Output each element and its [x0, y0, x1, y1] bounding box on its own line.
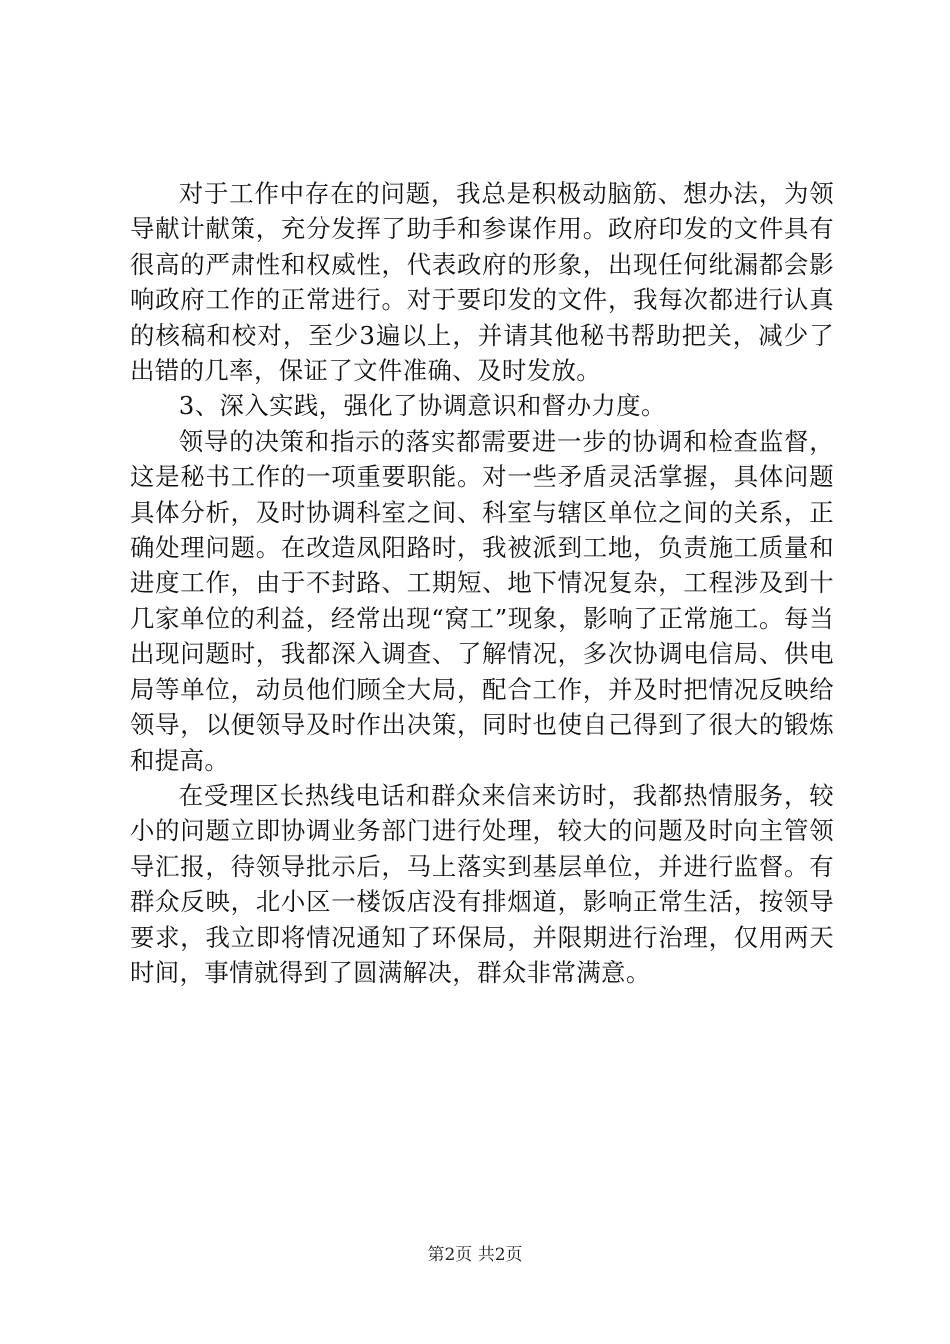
section-heading: 3、深入实践，强化了协调意识和督办力度。 [178, 391, 666, 421]
body-text [130, 176, 834, 990]
paragraph: 对于工作中存在的问题，我总是积极动脑筋、想办法，为领导献计献策，充分发挥了助手和参谋作用。政府印发的文件具有很高的严肃性和权威性，代表政府的形象，出现任何纰漏都会影响政府工作的正常进行。对于要印发的文件，我每次都进行认真的核稿和校对，至少3遍以上，并请其他秘书帮助把关，减少了出错的几率，保证了文件准确、及时发放。 [130, 179, 834, 386]
paragraph: 领导的决策和指示的落实都需要进一步的协调和检查监督，这是秘书工作的一项重要职能。对一些矛盾灵活掌握，具体问题具体分析，及时协调科室之间、科室与辖区单位之间的关系，正确处理问题。在改造凤阳路时，我被派到工地，负责施工质量和进度工作，由于不封路、工期短、地下情况复杂，工程涉及到十几家单位的利益，经常出现“窝工”现象，影响了正常施工。每当出现问题时，我都深入调查、了解情况，多次协调电信局、供电局等单位，动员他们顾全大局，配合工作，并及时把情况反映给领导，以便领导及时作出决策，同时也使自己得到了很大的锻炼和提高。 [130, 426, 834, 775]
page-footer: 第2页 共2页 [427, 1245, 523, 1265]
paragraph: 在受理区长热线电话和群众来信来访时，我都热情服务，较小的问题立即协调业务部门进行处理，较大的问题及时向主管领导汇报，待领导批示后，马上落实到基层单位，并进行监督。有群众反映，北小区一楼饭店没有排烟道，影响正常生活，按领导要求，我立即将情况通知了环保局，并限期进行治理，仅用两天时间，事情就得到了圆满解决，群众非常满意。 [130, 780, 834, 987]
